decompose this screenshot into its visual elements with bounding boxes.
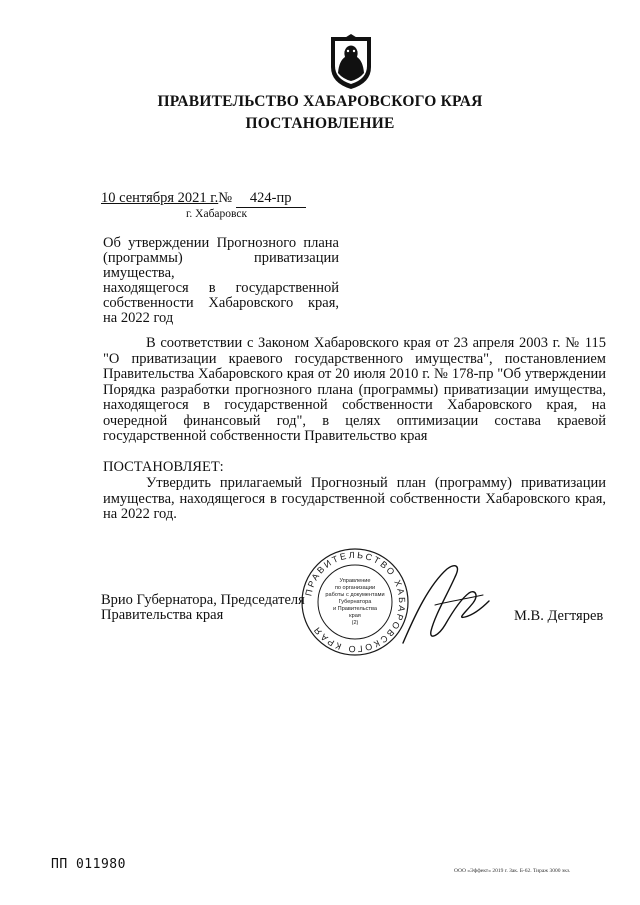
printer-imprint: ООО «Эффект» 2019 г. Зак. Б-62. Тираж 3000 экз.	[454, 868, 571, 874]
signatory-position-line: Правительства края	[101, 607, 224, 623]
subject-line: находящегося в государственной	[103, 280, 339, 296]
stamp-ring-text: ПРАВИТЕЛЬСТВО ХАБАРОВСКОГО КРАЯ	[303, 549, 408, 655]
stamp-center-line: по организации	[334, 585, 376, 591]
khabarovsk-coat-of-arms-icon	[329, 33, 373, 91]
signatory-position	[101, 593, 305, 623]
handwritten-signature	[395, 555, 495, 655]
subject-line: (программы) приватизации имущества,	[103, 250, 339, 281]
resolution-paragraph: Утвердить прилагаемый Прогнозный план (программу) приватизации имущества, находящегося в государственной собственности Хабаровского края, на 2022 год.	[103, 475, 606, 522]
date-number-line	[101, 190, 306, 208]
stamp-center-line: Губернатора	[338, 599, 372, 605]
signatory-position-line: Врио Губернатора, Председателя	[101, 592, 305, 608]
subject-line: на 2022 год	[103, 310, 174, 326]
stamp-center-line: работы с документами	[325, 592, 385, 598]
government-title: ПРАВИТЕЛЬСТВО ХАБАРОВСКОГО КРАЯ	[157, 93, 483, 110]
document-date: 10 сентября 2021 г.	[101, 190, 219, 206]
document-city: г. Хабаровск	[186, 208, 248, 220]
form-serial-number: ПП 011980	[51, 857, 126, 872]
subject-line: собственности Хабаровского края,	[103, 295, 339, 311]
official-stamp	[300, 547, 410, 657]
stamp-center-line: Управление	[339, 578, 371, 584]
document-subject	[103, 236, 339, 326]
preamble-paragraph: В соответствии с Законом Хабаровского края от 23 апреля 2003 г. № 115 "О приватизации краевого государственного имущества", постановлением Правительства Хабаровского края от 20 июля 2010 г. № 178-пр "Об утверждении Порядка разработки прогнозного плана (программы) приватизации имущества, находящегося в государственной собственности Хабаровского края, на очередной финансовый год", в целях оптимизации состава краевой государственной собственности Правительство края	[103, 335, 606, 444]
resolves-heading: ПОСТАНОВЛЯЕТ:	[103, 459, 224, 475]
signatory-name: М.В. Дегтярев	[514, 608, 604, 624]
subject-line: Об утверждении Прогнозного плана	[103, 235, 339, 251]
document-number: 424-пр	[236, 190, 306, 208]
stamp-center-line: (2)	[351, 620, 359, 626]
number-prefix: №	[218, 190, 233, 206]
stamp-center-line: края	[349, 613, 361, 619]
stamp-center-line: и Правительства	[333, 606, 377, 612]
document-type-title: ПОСТАНОВЛЕНИЕ	[245, 115, 395, 132]
